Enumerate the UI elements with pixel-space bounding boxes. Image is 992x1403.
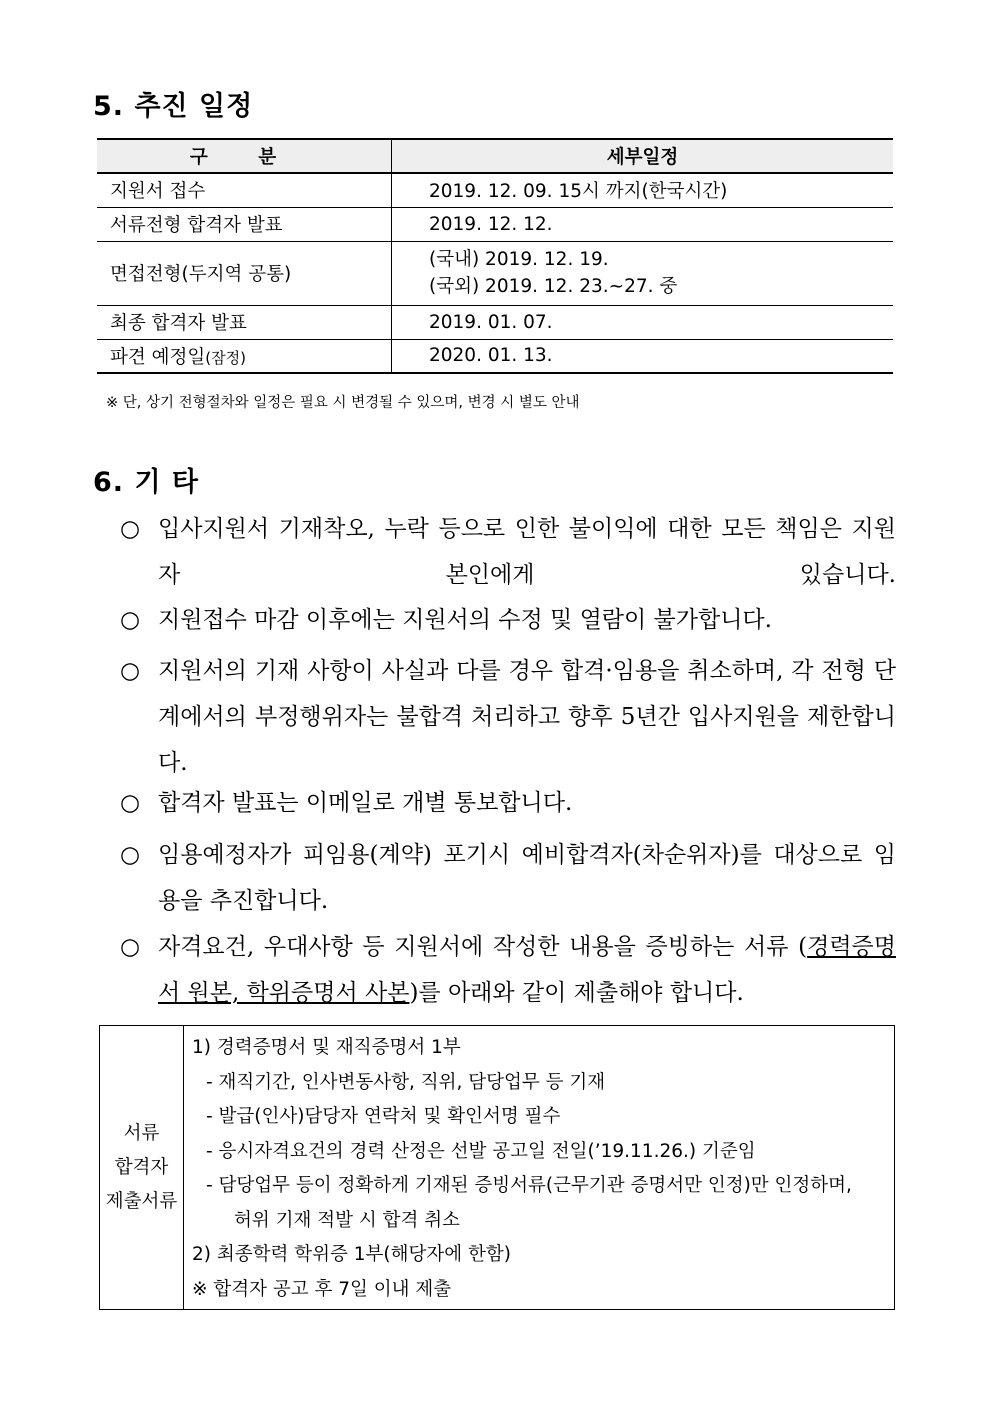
bullet-item — [120, 780, 896, 826]
schedule-table — [97, 138, 893, 374]
bullet-item — [120, 506, 896, 598]
bullet-item — [120, 924, 896, 1016]
row-value: 2019. 12. 12. — [392, 207, 894, 241]
circle-bullet-icon: ○ — [120, 790, 141, 816]
bullet-item — [120, 648, 896, 786]
doc-line: ※ 합격자 공고 후 7일 이내 제출 — [192, 1278, 452, 1300]
doc-line: - 응시자격요건의 경력 산정은 선발 공고일 전일(’19.11.26.) 기준임 — [206, 1140, 756, 1162]
row-label: 면접전형(두지역 공통) — [97, 241, 392, 305]
row-value: 2019. 12. 09. 15시 까지(한국시간) — [392, 173, 894, 207]
row-value-line: (국외) 2019. 12. 23.~27. 중 — [429, 276, 678, 297]
bullet-item — [120, 832, 896, 924]
bullet-item — [120, 597, 896, 643]
doc-line: - 담당업무 등이 정확하게 기재된 증빙서류(근무기관 증명서만 인정)만 인정하며, — [206, 1175, 852, 1196]
bullet-text: 임용예정자가 피임용(계약) 포기시 예비합격자(차순위자)를 대상으로 임용을 추진합니다. — [158, 842, 896, 914]
row-label — [97, 339, 392, 373]
doc-line: 2) 최종학력 학위증 1부(해당자에 한함) — [192, 1244, 511, 1265]
table-row — [97, 339, 893, 373]
row-value: 2020. 01. 13. — [392, 339, 894, 373]
table-row — [97, 207, 893, 241]
row-label: 지원서 접수 — [97, 173, 392, 207]
doc-line: - 발급(인사)담당자 연락처 및 확인서명 필수 — [206, 1106, 561, 1127]
table-header-row — [97, 139, 893, 173]
bullet-text-part: 자격요건, 우대사항 등 지원서에 작성한 내용을 증빙하는 서류 ( — [158, 934, 808, 960]
bullet-text — [158, 924, 896, 1016]
documents-label-line: 제출서류 — [105, 1190, 178, 1212]
documents-label-line: 서류 — [123, 1122, 160, 1144]
row-label: 최종 합격자 발표 — [97, 305, 392, 339]
doc-line: 허위 기재 적발 시 합격 취소 — [234, 1209, 460, 1231]
documents-label-line: 합격자 — [114, 1156, 169, 1178]
bullet-text: 합격자 발표는 이메일로 개별 통보합니다. — [158, 790, 573, 816]
row-value — [392, 241, 894, 305]
doc-line: - 재직기간, 인사변동사항, 직위, 담당업무 등 기재 — [206, 1071, 606, 1093]
row-label: 서류전형 합격자 발표 — [97, 207, 392, 241]
bullet-text: 지원접수 마감 이후에는 지원서의 수정 및 열람이 불가합니다. — [158, 607, 772, 633]
bullet-text-part: )를 아래와 같이 제출해야 합니다. — [409, 980, 744, 1006]
documents-content-cell — [184, 1026, 895, 1310]
row-value: 2019. 01. 07. — [392, 305, 894, 339]
schedule-note: ※ 단, 상기 전형절차와 일정은 필요 시 변경될 수 있으며, 변경 시 별도 안내 — [106, 395, 580, 411]
table-row — [97, 173, 893, 207]
table-row — [97, 241, 893, 305]
row-label-suffix: (잠정) — [205, 348, 246, 367]
bullet-text: 입사지원서 기재착오, 누락 등으로 인한 불이익에 대한 모든 책임은 지원자 본인에게 있습니다. — [158, 516, 896, 588]
underlined-document-names: 경력증명서 원본, 학위증명서 사본 — [158, 934, 896, 1006]
bullet-text: 지원서의 기재 사항이 사실과 다를 경우 합격·임용을 취소하며, 각 전형 단계에서의 부정행위자는 불합격 처리하고 향후 5년간 입사지원을 제한합니다. — [158, 658, 896, 776]
documents-label-cell — [100, 1026, 184, 1310]
section-6-heading: 6. 기 타 — [93, 467, 200, 498]
row-label-text: 파견 예정일 — [110, 346, 206, 368]
documents-table — [99, 1025, 895, 1310]
circle-bullet-icon: ○ — [120, 516, 141, 542]
doc-line: 1) 경력증명서 및 재직증명서 1부 — [192, 1037, 461, 1058]
section-5-heading: 5. 추진 일정 — [93, 91, 254, 122]
table-row — [100, 1026, 895, 1310]
row-value-line: (국내) 2019. 12. 19. — [429, 249, 609, 270]
circle-bullet-icon: ○ — [120, 607, 141, 633]
circle-bullet-icon: ○ — [120, 934, 141, 960]
circle-bullet-icon: ○ — [120, 658, 141, 684]
table-row — [97, 305, 893, 339]
column-header-schedule: 세부일정 — [392, 139, 894, 173]
column-header-category: 구 분 — [97, 139, 392, 173]
circle-bullet-icon: ○ — [120, 842, 141, 868]
